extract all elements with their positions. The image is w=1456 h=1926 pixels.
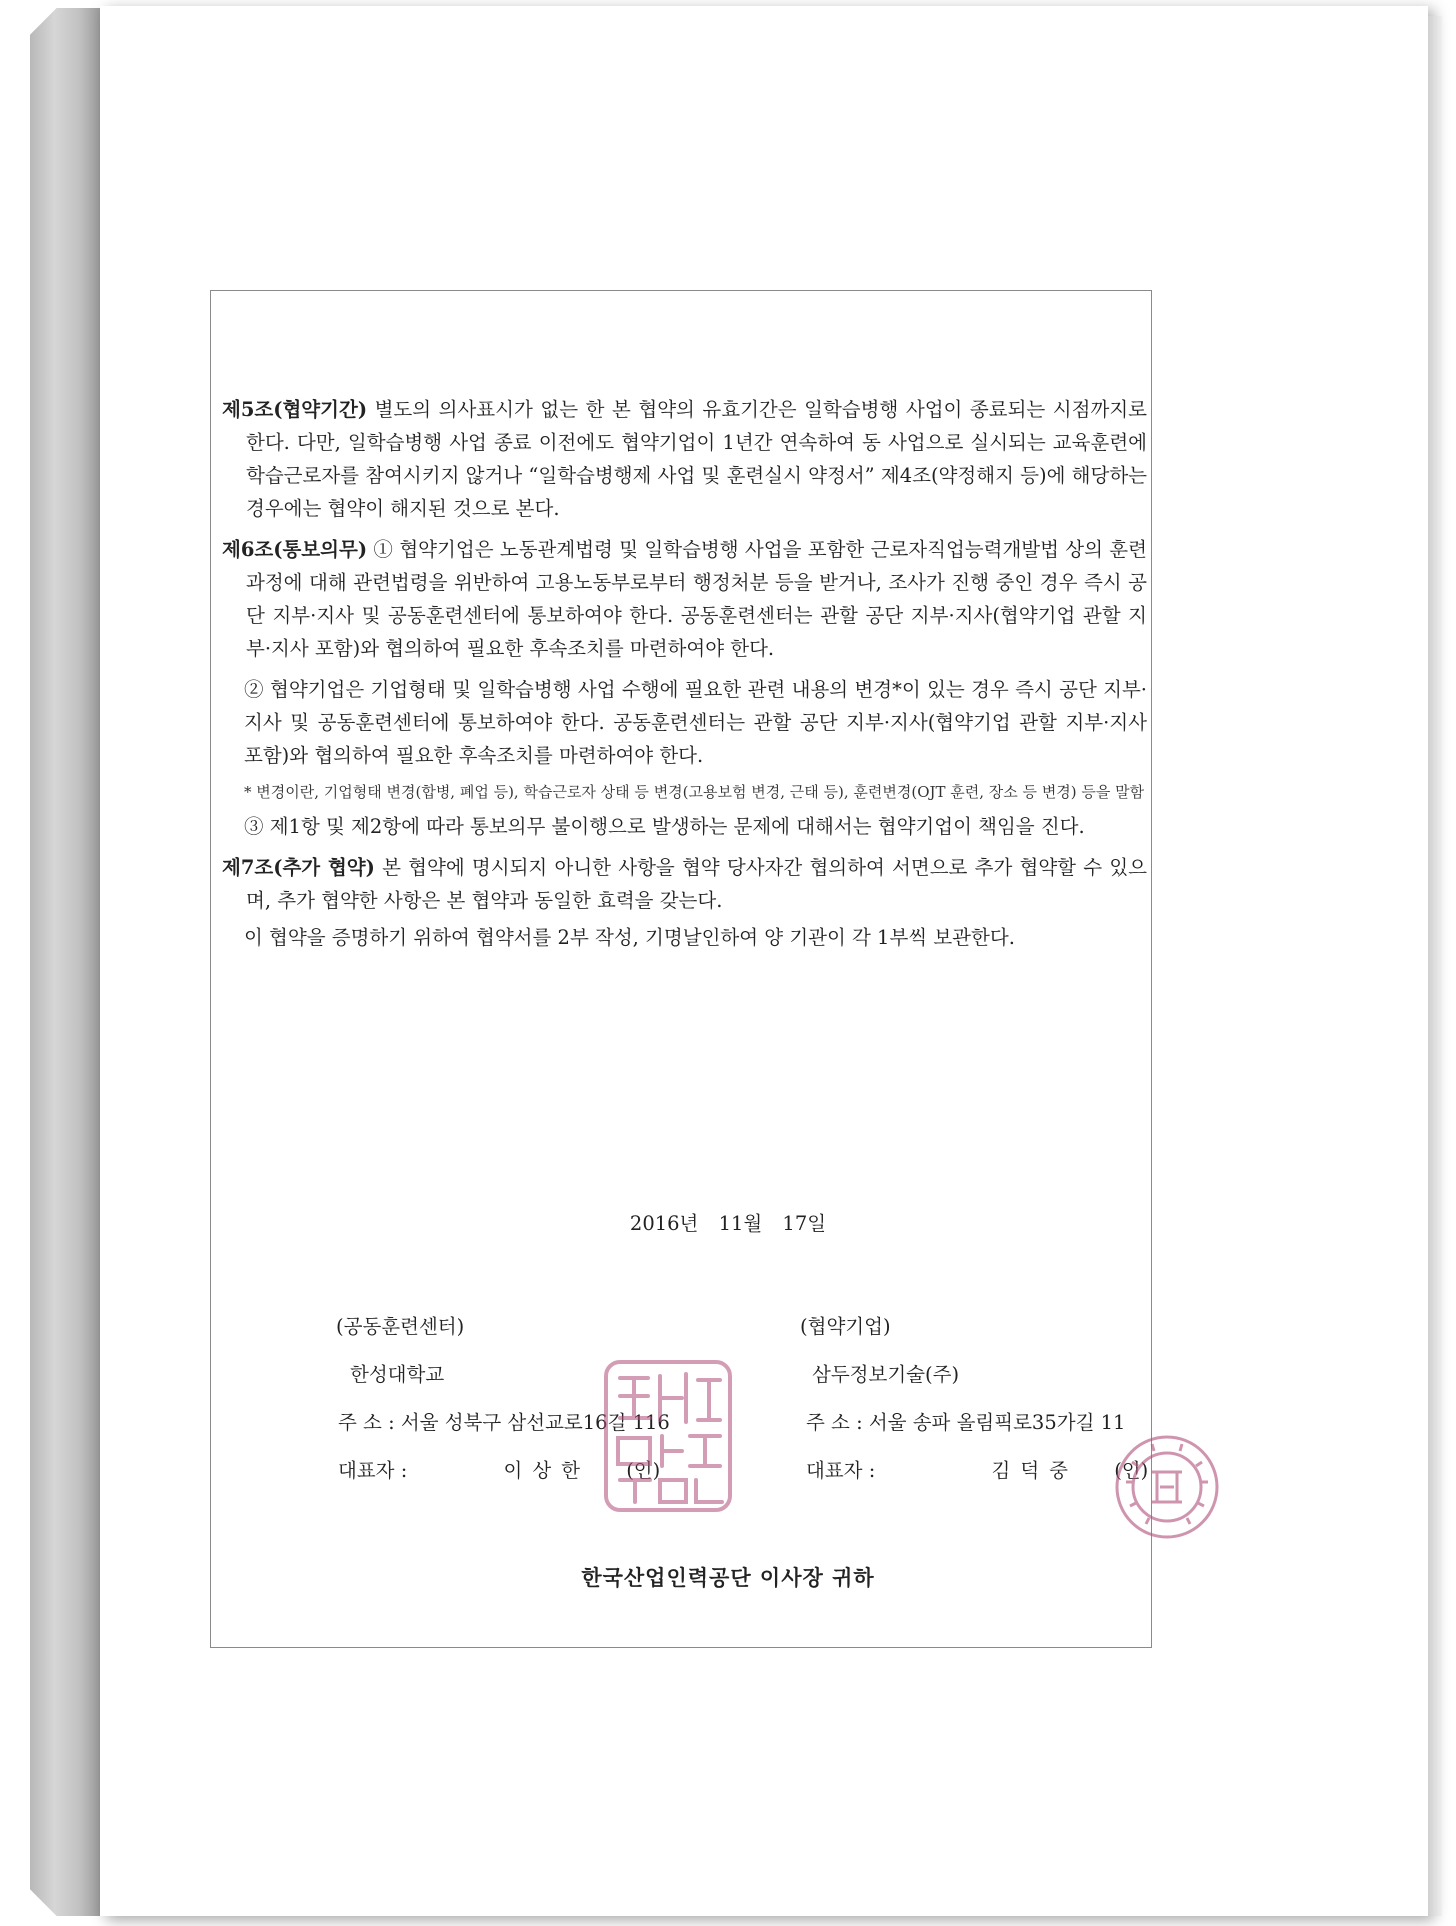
agreement-body (222, 393, 1147, 962)
party-right-label: (협약기업) (800, 1315, 891, 1338)
rep-label: 대표자 : (338, 1459, 408, 1482)
article-6-para-2: ② 협약기업은 기업형태 및 일학습병행 사업 수행에 필요한 관련 내용의 변경*이 있는 경우 즉시 공단 지부·지사 및 공동훈련센터에 통보하여야 한다. 공동훈련센터는 관할 공단 지부·지사(협약기업 관할 지부·지사 포함)와 협의하여 필요한 후속조치를 마련하여야 한다. (244, 678, 1147, 767)
article-5-title: 제5조(협약기간) (222, 398, 368, 421)
rep-label: 대표자 : (806, 1459, 876, 1482)
party-right-representative (806, 1454, 1148, 1487)
party-left-label: (공동훈련센터) (336, 1315, 465, 1338)
article-6-para-1 (222, 533, 1147, 665)
page-edge-shadow (1428, 16, 1442, 1916)
article-7-body: 본 협약에 명시되지 아니한 사항을 협약 당사자간 협의하여 서면으로 추가 협약할 수 있으며, 추가 협약한 사항은 본 협약과 동일한 효력을 갖는다. (246, 856, 1147, 912)
party-left-address: 주 소 : 서울 성북구 삼선교로16길 116 (338, 1411, 670, 1434)
article-7-text (222, 851, 1147, 917)
article-5-body: 별도의 의사표시가 없는 한 본 협약의 유효기간은 일학습병행 사업이 종료되는 시점까지로 한다. 다만, 일학습병행 사업 종료 이전에도 협약기업이 1년간 연속하여 동 사업으로 실시되는 교육훈련에 학습근로자를 참여시키지 않거나 “일학습병행제 사업 및 훈련실시 약정서” 제4조(약정해지 등)에 해당하는 경우에는 협약이 해지된 것으로 본다. (246, 398, 1147, 520)
article-6-title: 제6조(통보의무) (222, 538, 368, 561)
article-7 (222, 851, 1147, 954)
party-right-name: 삼두정보기술(주) (812, 1363, 960, 1386)
rep-name: 이상한 (503, 1459, 590, 1482)
article-6-footnote: * 변경이란, 기업형태 변경(합병, 폐업 등), 학습근로자 상태 등 변경(고용보험 변경, 근태 등), 훈련변경(OJT 훈련, 장소 등 변경) 등을 말함 (244, 783, 1145, 801)
recipient-line: 한국산업인력공단 이사장 귀하 (581, 1565, 875, 1590)
square-seal-stamp (600, 1356, 736, 1516)
article-6 (222, 533, 1147, 843)
article-7-title: 제7조(추가 협약) (222, 856, 375, 879)
seal-mark: (인) (1114, 1459, 1149, 1482)
article-5 (222, 393, 1147, 525)
party-left-name: 한성대학교 (350, 1363, 445, 1386)
book-spine (30, 8, 100, 1916)
rep-name: 김덕중 (991, 1459, 1078, 1482)
article-6-para-3: ③ 제1항 및 제2항에 따라 통보의무 불이행으로 발생하는 문제에 대해서는 협약기업이 책임을 진다. (244, 815, 1085, 838)
article-5-text (222, 393, 1147, 525)
closing-statement: 이 협약을 증명하기 위하여 협약서를 2부 작성, 기명날인하여 양 기관이 각 1부씩 보관한다. (244, 926, 1015, 949)
seal-mark: (인) (626, 1459, 661, 1482)
party-right-address: 주 소 : 서울 송파 올림픽로35가길 11 (806, 1411, 1126, 1434)
round-seal-stamp (1112, 1432, 1222, 1542)
agreement-date: 2016년 11월 17일 (629, 1212, 827, 1235)
article-6-para-1-text: ① 협약기업은 노동관계법령 및 일학습병행 사업을 포함한 근로자직업능력개발법 상의 훈련과정에 대해 관련법령을 위반하여 고용노동부로부터 행정처분 등을 받거나, 조사가 진행 중인 경우 즉시 공단 지부·지사 및 공동훈련센터에 통보하여야 한다. 공동훈련센터는 관할 공단 지부·지사(협약기업 관할 지부·지사 포함)와 협의하여 필요한 후속조치를 마련하여야 한다. (246, 538, 1147, 660)
